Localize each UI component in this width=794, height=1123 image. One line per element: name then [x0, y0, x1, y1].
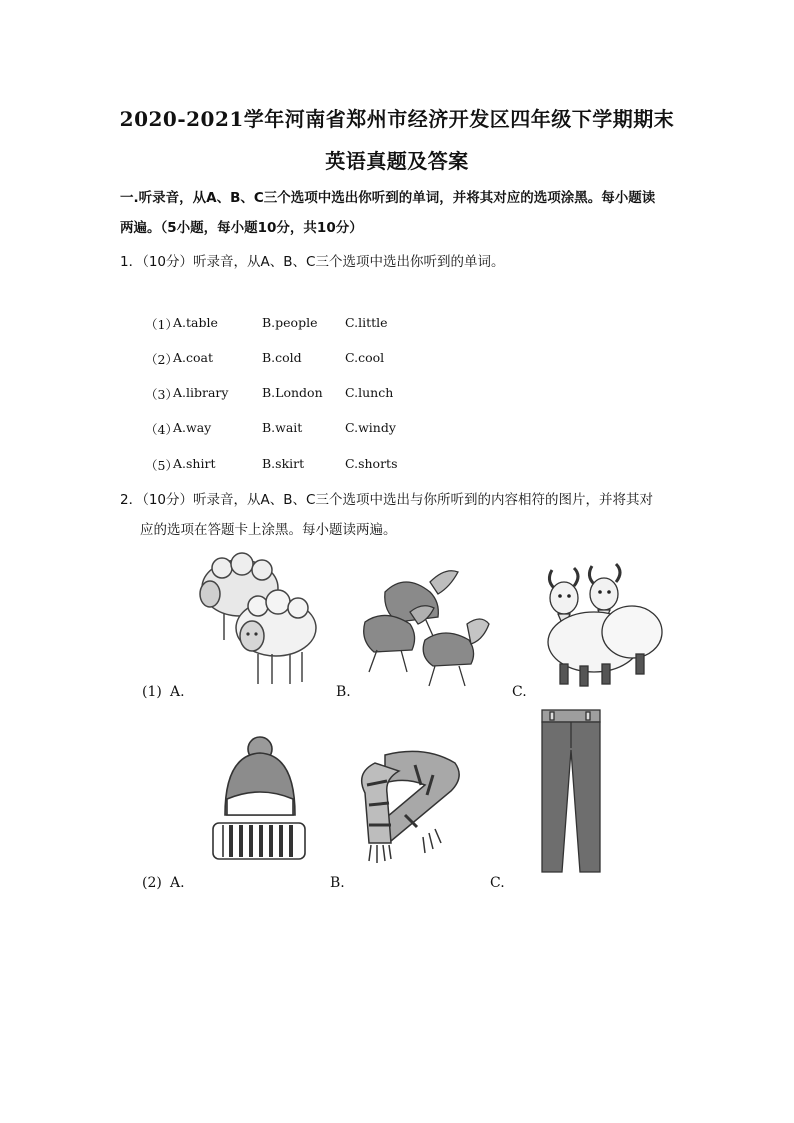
- option-a: A.way: [173, 420, 212, 435]
- section1-instruction-line2: 两遍。（5小题，每小题10分，共10分）: [120, 220, 363, 236]
- q1-option-row: [145, 420, 545, 436]
- q2-sub1-option-b: B.: [336, 684, 351, 700]
- option-b: B.cold: [262, 350, 302, 365]
- q2-sub2-option-c: C.: [490, 875, 505, 891]
- document-title-line1: 2020-2021学年河南省郑州市经济开发区四年级下学期期末: [119, 107, 675, 131]
- question2-prompt-line2: 应的选项在答题卡上涂黑。每小题读两遍。: [140, 522, 397, 538]
- option-c: C.cool: [345, 350, 385, 365]
- option-b: B.skirt: [262, 456, 305, 471]
- option-c: C.shorts: [345, 456, 398, 471]
- section1-instruction-line1: 一.听录音，从A、B、C三个选项中选出你听到的单词，并将其对应的选项涂黑。每小题读: [120, 190, 656, 206]
- trousers-icon: [538, 708, 604, 874]
- q1-option-row: [145, 315, 545, 331]
- q2-sub2-number: (2): [142, 875, 162, 891]
- option-a: A.shirt: [173, 456, 216, 471]
- scarf-icon: [345, 745, 470, 870]
- question1-prompt: 1．（10分）听录音，从A、B、C三个选项中选出你听到的单词。: [120, 254, 505, 270]
- option-a: A.library: [173, 385, 229, 400]
- option-number: （2）: [145, 352, 178, 367]
- option-b: B.London: [262, 385, 323, 400]
- option-a: A.table: [173, 315, 218, 330]
- question2-prompt-line1: 2．（10分）听录音，从A、B、C三个选项中选出与你所听到的内容相符的图片，并将其对: [120, 492, 653, 508]
- knit-hat-icon: [205, 735, 310, 867]
- horses-icon: [355, 562, 495, 688]
- option-a: A.coat: [173, 350, 214, 365]
- option-number: （5）: [145, 458, 178, 473]
- document-title-line2: 英语真题及答案: [325, 149, 469, 173]
- option-b: B.wait: [262, 420, 303, 435]
- q1-option-row: [145, 385, 545, 401]
- option-c: C.lunch: [345, 385, 394, 400]
- sheep-icon: [192, 548, 322, 688]
- q2-sub2-option-a: A.: [170, 875, 185, 891]
- option-c: C.windy: [345, 420, 396, 435]
- option-number: （3）: [145, 387, 178, 402]
- option-number: （1）: [145, 317, 178, 332]
- q1-option-row: [145, 350, 545, 366]
- q1-option-row: [145, 456, 545, 472]
- option-number: （4）: [145, 422, 178, 437]
- option-c: C.little: [345, 315, 388, 330]
- q2-sub1-option-c: C.: [512, 684, 527, 700]
- q2-sub2-option-b: B.: [330, 875, 345, 891]
- q2-sub1-number: (1): [142, 684, 162, 700]
- option-b: B.people: [262, 315, 318, 330]
- goats-icon: [538, 560, 666, 690]
- q2-sub1-option-a: A.: [170, 684, 185, 700]
